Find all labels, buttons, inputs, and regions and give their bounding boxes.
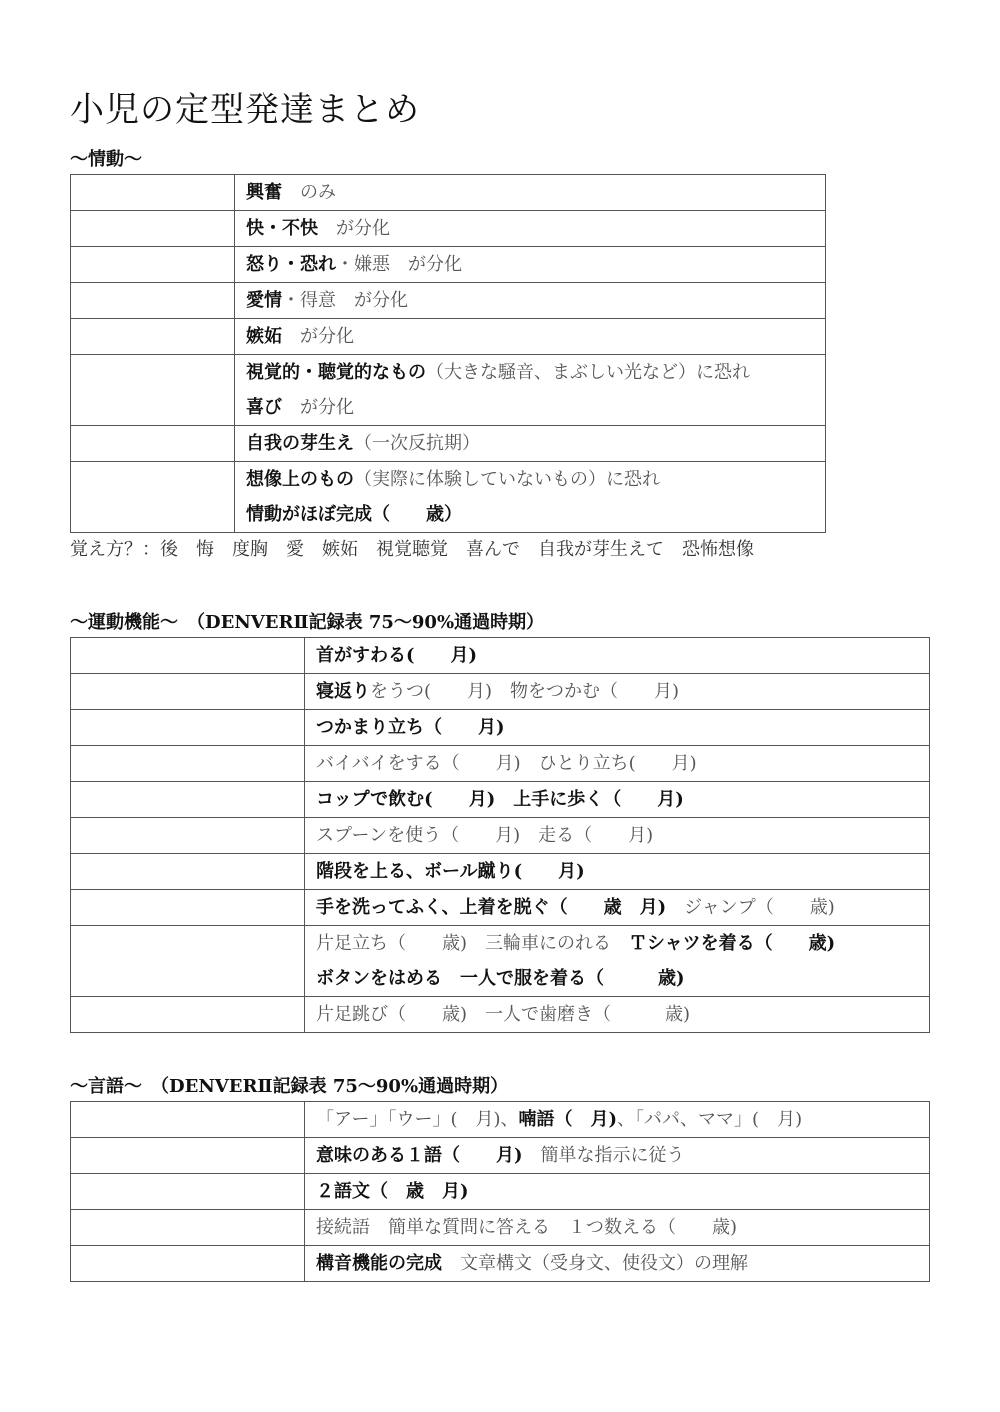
milestone-text: ジャンプ（ 歳) xyxy=(666,897,835,918)
milestone-text: 階段を上る、ボール蹴り( 月) xyxy=(316,861,585,882)
milestone-cell xyxy=(235,426,826,462)
blank-age-cell xyxy=(71,355,235,426)
milestone-text: 自我の芽生え xyxy=(246,433,354,454)
milestone-cell xyxy=(235,355,826,426)
milestone-text: のみ xyxy=(282,182,336,203)
blank-age-cell xyxy=(71,710,305,746)
table-row xyxy=(71,746,930,782)
milestone-text: スプーンを使う（ 月) 走る（ 月) xyxy=(316,825,654,846)
motor-heading: ～運動機能～ （DENVERⅡ記録表 75～90%通過時期） xyxy=(70,612,545,633)
blank-age-cell xyxy=(71,1246,305,1282)
milestone-text: ・嫌悪 が分化 xyxy=(336,254,462,275)
emotion-heading: ～情動～ xyxy=(70,149,142,170)
table-row xyxy=(71,1210,930,1246)
table-row xyxy=(71,854,930,890)
blank-age-cell xyxy=(71,426,235,462)
emotion-table xyxy=(70,174,826,533)
blank-age-cell xyxy=(71,319,235,355)
table-row xyxy=(71,1246,930,1282)
milestone-text: コップで飲む( 月) 上手に歩く（ 月) xyxy=(316,789,684,810)
milestone-cell xyxy=(305,782,930,818)
table-row xyxy=(71,1102,930,1138)
milestone-text: 接続語 簡単な質問に答える １つ数える（ 歳) xyxy=(316,1217,738,1238)
milestone-text: ・得意 が分化 xyxy=(282,290,408,311)
milestone-cell xyxy=(305,1246,930,1282)
table-row xyxy=(71,319,826,355)
milestone-text: 嫉妬 xyxy=(246,326,282,347)
blank-age-cell xyxy=(71,782,305,818)
table-row xyxy=(71,175,826,211)
table-row xyxy=(71,426,826,462)
milestone-text: 寝返り xyxy=(316,681,370,702)
milestone-text: 意味のある１語（ 月) xyxy=(316,1145,523,1166)
milestone-cell xyxy=(235,175,826,211)
blank-age-cell xyxy=(71,926,305,997)
milestone-text: が分化 xyxy=(282,397,354,418)
blank-age-cell xyxy=(71,175,235,211)
blank-age-cell xyxy=(71,746,305,782)
milestone-cell xyxy=(305,1102,930,1138)
milestone-cell xyxy=(305,1138,930,1174)
blank-age-cell xyxy=(71,674,305,710)
milestone-text: つかまり立ち（ 月) xyxy=(316,717,505,738)
milestone-cell xyxy=(235,247,826,283)
milestone-text: 片足立ち（ 歳) 三輪車にのれる xyxy=(316,933,630,954)
milestone-text: 手を洗ってふく、上着を脱ぐ（ 歳 月) xyxy=(316,897,667,918)
milestone-text: 想像上のもの xyxy=(246,469,354,490)
table-row xyxy=(71,462,826,533)
table-row xyxy=(71,211,826,247)
blank-age-cell xyxy=(71,890,305,926)
table-row xyxy=(71,283,826,319)
language-table xyxy=(70,1101,930,1282)
blank-age-cell xyxy=(71,818,305,854)
milestone-cell xyxy=(305,710,930,746)
page-title: 小児の定型発達まとめ xyxy=(70,90,420,130)
milestone-text: をうつ( 月) 物をつかむ（ 月) xyxy=(370,681,680,702)
blank-age-cell xyxy=(71,638,305,674)
table-row xyxy=(71,1174,930,1210)
blank-age-cell xyxy=(71,854,305,890)
milestone-cell xyxy=(235,283,826,319)
milestone-text: 、「パパ、ママ」( 月) xyxy=(617,1109,803,1130)
milestone-cell xyxy=(305,1210,930,1246)
milestone-cell xyxy=(305,818,930,854)
table-row xyxy=(71,638,930,674)
milestone-text: ボタンをはめる 一人で服を着る（ 歳) xyxy=(316,968,685,989)
table-row xyxy=(71,247,826,283)
blank-age-cell xyxy=(71,997,305,1033)
milestone-text: が分化 xyxy=(318,218,390,239)
milestone-text: 怒り・恐れ xyxy=(246,254,336,275)
milestone-cell xyxy=(305,638,930,674)
milestone-cell xyxy=(235,319,826,355)
table-row xyxy=(71,997,930,1033)
milestone-text: 喜び xyxy=(246,397,282,418)
milestone-text: 情動がほぼ完成（ 歳） xyxy=(246,504,462,525)
milestone-text: 愛情 xyxy=(246,290,282,311)
milestone-text: 文章構文（受身文、使役文）の理解 xyxy=(442,1253,748,1274)
milestone-cell xyxy=(305,997,930,1033)
milestone-cell xyxy=(305,854,930,890)
milestone-text: バイバイをする（ 月) ひとり立ち( 月) xyxy=(316,753,697,774)
blank-age-cell xyxy=(71,247,235,283)
milestone-text: 構音機能の完成 xyxy=(316,1253,442,1274)
milestone-text: ２語文（ 歳 月) xyxy=(316,1181,469,1202)
blank-age-cell xyxy=(71,283,235,319)
milestone-text: 首がすわる( 月) xyxy=(316,645,478,666)
blank-age-cell xyxy=(71,1138,305,1174)
milestone-text: Ｔシャツを着る（ 歳) xyxy=(629,933,836,954)
milestone-cell xyxy=(305,1174,930,1210)
milestone-text: 視覚的・聴覚的なもの xyxy=(246,362,426,383)
mnemonic-note: 覚え方？：後 悔 度胸 愛 嫉妬 視覚聴覚 喜んで 自我が芽生えて 恐怖想像 xyxy=(70,539,754,560)
milestone-text: 喃語（ 月) xyxy=(518,1109,618,1130)
blank-age-cell xyxy=(71,1174,305,1210)
milestone-text: （大きな騒音、まぶしい光など）に恐れ xyxy=(426,362,750,383)
milestone-text: 「アー」「ウー」( 月)、 xyxy=(316,1109,519,1130)
milestone-text: 興奮 xyxy=(246,182,282,203)
milestone-text: 快・不快 xyxy=(246,218,318,239)
milestone-text: が分化 xyxy=(282,326,354,347)
milestone-text: 片足跳び（ 歳) 一人で歯磨き（ 歳) xyxy=(316,1004,691,1025)
blank-age-cell xyxy=(71,1210,305,1246)
table-row xyxy=(71,710,930,746)
blank-age-cell xyxy=(71,1102,305,1138)
table-row xyxy=(71,1138,930,1174)
milestone-text: （一次反抗期） xyxy=(354,433,480,454)
milestone-text: （実際に体験していないもの）に恐れ xyxy=(354,469,660,490)
milestone-text: 簡単な指示に従う xyxy=(522,1145,685,1166)
table-row xyxy=(71,674,930,710)
language-heading: ～言語～ （DENVERⅡ記録表 75～90%通過時期） xyxy=(70,1076,509,1097)
milestone-cell xyxy=(235,211,826,247)
milestone-cell xyxy=(305,746,930,782)
table-row xyxy=(71,355,826,426)
milestone-cell xyxy=(305,674,930,710)
table-row xyxy=(71,890,930,926)
table-row xyxy=(71,926,930,997)
blank-age-cell xyxy=(71,211,235,247)
milestone-cell xyxy=(235,462,826,533)
milestone-cell xyxy=(305,890,930,926)
blank-age-cell xyxy=(71,462,235,533)
milestone-cell xyxy=(305,926,930,997)
table-row xyxy=(71,818,930,854)
table-row xyxy=(71,782,930,818)
motor-table xyxy=(70,637,930,1033)
